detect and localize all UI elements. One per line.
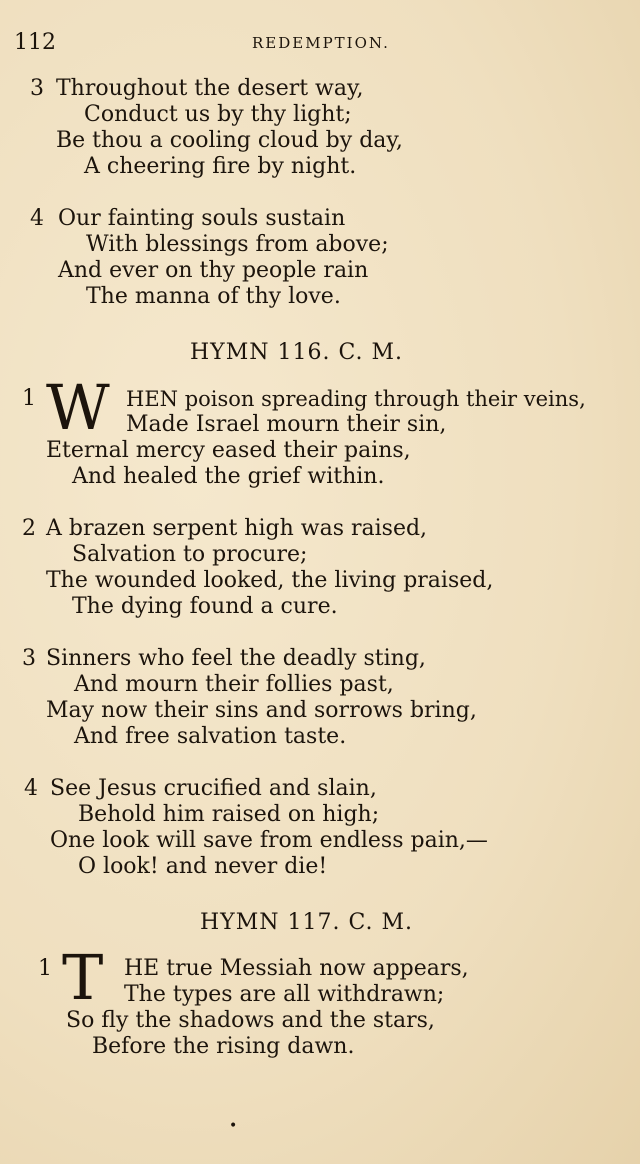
verse-line: With blessings from above; — [86, 232, 389, 257]
verse-number: 1 — [38, 956, 52, 981]
verse-line: Sinners who feel the deadly sting, — [46, 646, 426, 671]
verse-line: Our fainting souls sustain — [58, 206, 346, 231]
drop-cap: T — [62, 941, 104, 1014]
verse-line: O look! and never die! — [78, 854, 328, 879]
verse-number: 1 — [22, 386, 36, 411]
verse-line: Salvation to procure; — [72, 542, 308, 567]
verse-line: Conduct us by thy light; — [84, 102, 352, 127]
verse-line: Throughout the desert way, — [56, 76, 364, 101]
verse-line: Behold him raised on high; — [78, 802, 380, 827]
verse-line: Made Israel mourn their sin, — [126, 412, 447, 437]
verse-line: Before the rising dawn. — [92, 1034, 355, 1059]
verse-number: 3 — [22, 646, 36, 671]
verse-line: See Jesus crucified and slain, — [50, 776, 377, 801]
verse-number: 4 — [30, 206, 44, 231]
running-head — [14, 30, 620, 60]
verse-number: 3 — [30, 76, 44, 101]
verse-line: Eternal mercy eased their pains, — [46, 438, 411, 463]
verse-line: And ever on thy people rain — [58, 258, 369, 283]
verse-line: So fly the shadows and the stars, — [66, 1008, 435, 1033]
verse-line: The manna of thy love. — [86, 284, 341, 309]
verse-number: 4 — [24, 776, 38, 801]
verse-line: HEN poison spreading through their veins, — [126, 387, 586, 411]
verse-line: May now their sins and sorrows bring, — [46, 698, 477, 723]
verse-line: And mourn their follies past, — [74, 672, 394, 697]
hymn-title: HYMN 117. C. M. — [200, 910, 414, 935]
verse-line: HE true Messiah now appears, — [124, 956, 469, 981]
hymn-title: HYMN 116. C. M. — [190, 340, 404, 365]
verse-line: One look will save from endless pain,— — [50, 828, 488, 853]
verse-line: And healed the grief within. — [72, 464, 385, 489]
verse-line: The wounded looked, the living praised, — [46, 568, 494, 593]
verse-number: 2 — [22, 516, 36, 541]
running-title: REDEMPTION. — [252, 34, 390, 52]
verse-line: The dying found a cure. — [72, 594, 338, 619]
page-number: 112 — [14, 30, 56, 55]
verse-line: And free salvation taste. — [74, 724, 347, 749]
verse-line: The types are all withdrawn; — [124, 982, 445, 1007]
verse-line: A cheering fire by night. — [84, 154, 357, 179]
verse-line: A brazen serpent high was raised, — [46, 516, 428, 541]
verse-line: Be thou a cooling cloud by day, — [56, 128, 403, 153]
drop-cap: W — [46, 371, 110, 444]
footer-ornament: • — [229, 1118, 238, 1134]
